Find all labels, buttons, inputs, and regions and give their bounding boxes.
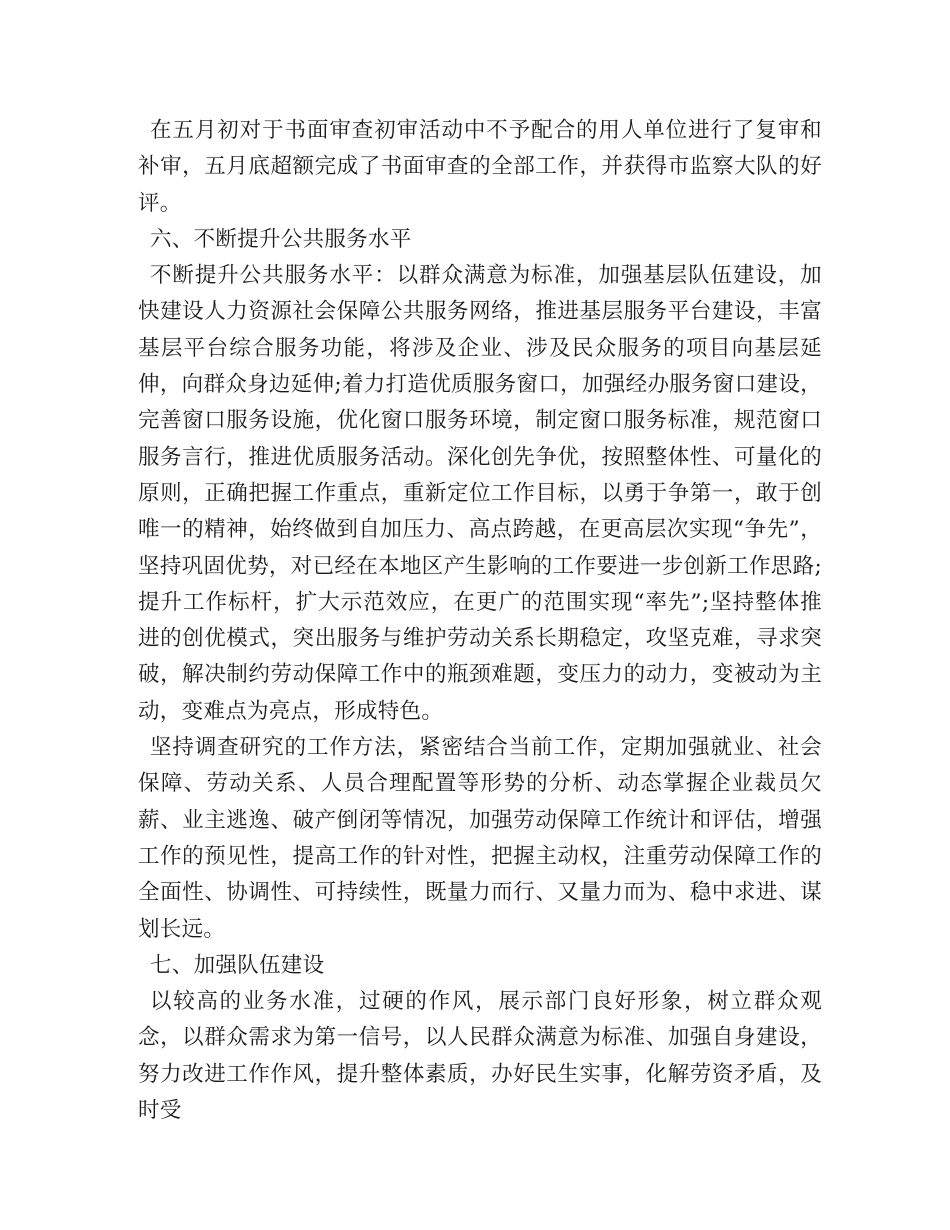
- paragraph-review-completion: 在五月初对于书面审查初审活动中不予配合的用人单位进行了复审和补审，五月底超额完成了书面审查的全部工作，并获得市监察大队的好评。: [138, 118, 822, 216]
- section-heading-public-service: 六、不断提升公共服务水平: [150, 226, 412, 252]
- document-body: [138, 113, 822, 1129]
- paragraph-research-method: 坚持调查研究的工作方法，紧密结合当前工作，定期加强就业、社会保障、劳动关系、人员合理配置等形势的分析、动态掌握企业裁员欠薪、业主逃逸、破产倒闭等情况，加强劳动保障工作统计和评估，增强工作的预见性，提高工作的针对性，把握主动权，注重劳动保障工作的全面性、协调性、可持续性，既量力而行、又量力而为、稳中求进、谋划长远。: [138, 735, 822, 942]
- paragraph-public-service: 不断提升公共服务水平：以群众满意为标准，加强基层队伍建设，加快建设人力资源社会保障公共服务网络，推进基层服务平台建设，丰富基层平台综合服务功能，将涉及企业、涉及民众服务的项目向基层延伸，向群众身边延伸;着力打造优质服务窗口，加强经办服务窗口建设，完善窗口服务设施，优化窗口服务环境，制定窗口服务标准，规范窗口服务言行，推进优质服务活动。深化创先争优，按照整体性、可量化的原则，正确把握工作重点，重新定位工作目标，以勇于争第一，敢于创唯一的精神，始终做到自加压力、高点跨越，在更高层次实现“争先”，坚持巩固优势，对已经在本地区产生影响的工作要进一步创新工作思路;提升工作标杆，扩大示范效应，在更广的范围实现“率先”;坚持整体推进的创优模式，突出服务与维护劳动关系长期稳定，攻坚克难，寻求突破，解决制约劳动保障工作中的瓶颈难题，变压力的动力，变被动为主动，变难点为亮点，形成特色。: [138, 263, 822, 724]
- paragraph-team-building: 以较高的业务水准，过硬的作风，展示部门良好形象，树立群众观念，以群众需求为第一信号，以人民群众满意为标准、加强自身建设，努力改进工作作风，提升整体素质，办好民生实事，化解劳资矛盾，及时受: [138, 989, 822, 1124]
- section-heading-team-building: 七、加强队伍建设: [150, 952, 325, 978]
